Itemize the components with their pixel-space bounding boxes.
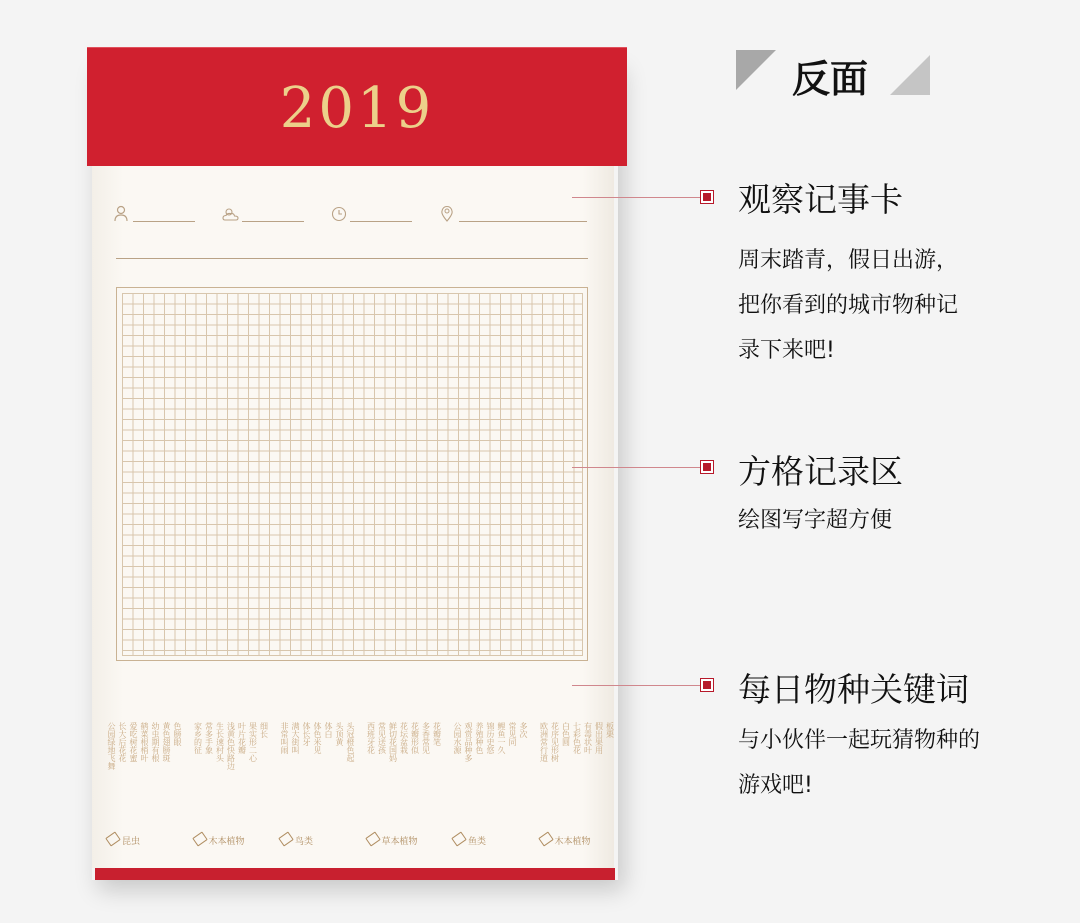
section-marker-2 (700, 460, 714, 474)
tag-icon (278, 831, 294, 846)
keyword-column: 假出果用 (594, 722, 604, 754)
section-marker-1 (700, 190, 714, 204)
section-body-line: 录下来吧! (738, 338, 835, 363)
keyword-column: 色膀眼 (173, 722, 182, 746)
section-body-line: 周末踏青，假日出游， (738, 248, 959, 273)
keyword-column: 锦历史悠 (486, 722, 495, 754)
keyword-column: 家乡的征 (193, 722, 203, 754)
tag-icon (105, 831, 121, 846)
keyword-column: 生长速村头 (215, 722, 225, 762)
tag-icon (451, 831, 467, 846)
section-body-1 (738, 238, 958, 373)
keyword-column: 鲜切花国妈 (388, 722, 398, 762)
page-divider (116, 258, 588, 259)
tag-icon (365, 831, 381, 846)
leader-line-1 (572, 197, 700, 198)
keyword-category (367, 834, 418, 847)
keyword-column: 果实形二心 (248, 722, 258, 762)
keyword-category (194, 834, 245, 847)
keyword-column: 白色圆 (561, 722, 571, 746)
tag-icon (192, 831, 208, 846)
keyword-column: 花坛盆栽 (399, 722, 409, 754)
keyword-category-label: 草本植物 (381, 837, 418, 847)
keyword-column: 花瓣笔 (432, 722, 442, 746)
keyword-column: 常多手象 (204, 722, 214, 754)
keyword-column: 常见送孩 (377, 722, 387, 754)
keyword-column: 花序见形树 (550, 722, 560, 762)
clock-icon (330, 205, 348, 223)
keyword-column: 体白 (324, 722, 333, 738)
keyword-column: 头顶黄 (335, 722, 344, 746)
section-body-line: 游戏吧! (738, 773, 813, 798)
keyword-category-label: 鸟类 (295, 837, 314, 847)
keyword-category (453, 834, 486, 847)
keyword-category-label: 木本植物 (554, 837, 591, 847)
keyword-column: 公园水源 (453, 722, 462, 754)
calendar-bottom-edge (95, 868, 615, 880)
tag-icon (538, 831, 554, 846)
section-marker-3 (700, 678, 714, 692)
leader-line-2 (572, 467, 700, 468)
keyword-column: 非常叫闹 (280, 722, 289, 754)
keyword-column: 体长牙 (302, 722, 311, 746)
title-triangle-left (736, 50, 776, 90)
location-pin-icon (439, 205, 457, 223)
keyword-column: 有毒状叶 (583, 722, 593, 754)
section-body-2 (738, 498, 892, 543)
keyword-category-label: 昆虫 (122, 837, 141, 847)
keyword-column: 长大后花花 (118, 722, 127, 762)
page-title: 反面 (792, 57, 869, 101)
keyword-column: 七彩色花 (572, 722, 582, 754)
keyword-column: 头冠橙色起 (346, 722, 355, 762)
keyword-column: 体色米见 (313, 722, 322, 754)
section-body-line: 与小伙伴一起玩猜物种的 (738, 728, 981, 753)
keyword-category (540, 834, 591, 847)
calendar-year: 2019 (279, 76, 435, 141)
keyword-column: 花瓣形似 (410, 722, 420, 754)
keyword-column: 鲤鱼一久 (497, 722, 506, 754)
keyword-column: 养殖种色 (475, 722, 484, 754)
keyword-category (107, 834, 140, 847)
cloud-sun-icon (222, 205, 240, 223)
keyword-column: 幼虫期有根 (151, 722, 160, 762)
keyword-column: 爱吃树花蜜 (129, 722, 138, 762)
keyword-column: 浅黄色快路边 (226, 722, 236, 770)
keyword-column: 细长 (259, 722, 269, 738)
keyword-column: 多香常见 (421, 722, 431, 754)
calendar-header (87, 47, 627, 166)
section-title-3: 每日物种关键词 (738, 670, 969, 709)
keyword-column: 西班牙花 (366, 722, 376, 754)
keyword-category (280, 834, 313, 847)
section-title-2: 方格记录区 (738, 452, 903, 491)
keyword-column: 观赏品种多 (464, 722, 473, 762)
keyword-column: 鹤菜根梢叶 (140, 722, 149, 762)
keyword-column: 满大街叫 (291, 722, 300, 754)
keyword-column: 多次 (519, 722, 528, 738)
section-body-3 (738, 718, 980, 808)
keyword-category-label: 木本植物 (208, 837, 245, 847)
keyword-column: 叶片花瓣 (237, 722, 247, 754)
person-icon (113, 205, 131, 223)
grid-record-area (122, 293, 583, 656)
title-triangle-right (890, 55, 930, 95)
keyword-column: 欧洲常行道 (539, 722, 549, 762)
keyword-column: 常见同 (508, 722, 517, 746)
keyword-category-label: 鱼类 (468, 837, 487, 847)
keyword-column: 公园绿地飞舞 (107, 722, 116, 770)
section-body-line: 把你看到的城市物种记 (738, 293, 959, 318)
section-title-1: 观察记事卡 (738, 180, 903, 219)
keyword-column: 板栗 (605, 722, 615, 738)
leader-line-3 (572, 685, 700, 686)
keyword-column: 黄色翅膀斑 (162, 722, 171, 762)
section-body-line: 绘图写字超方便 (738, 508, 893, 533)
